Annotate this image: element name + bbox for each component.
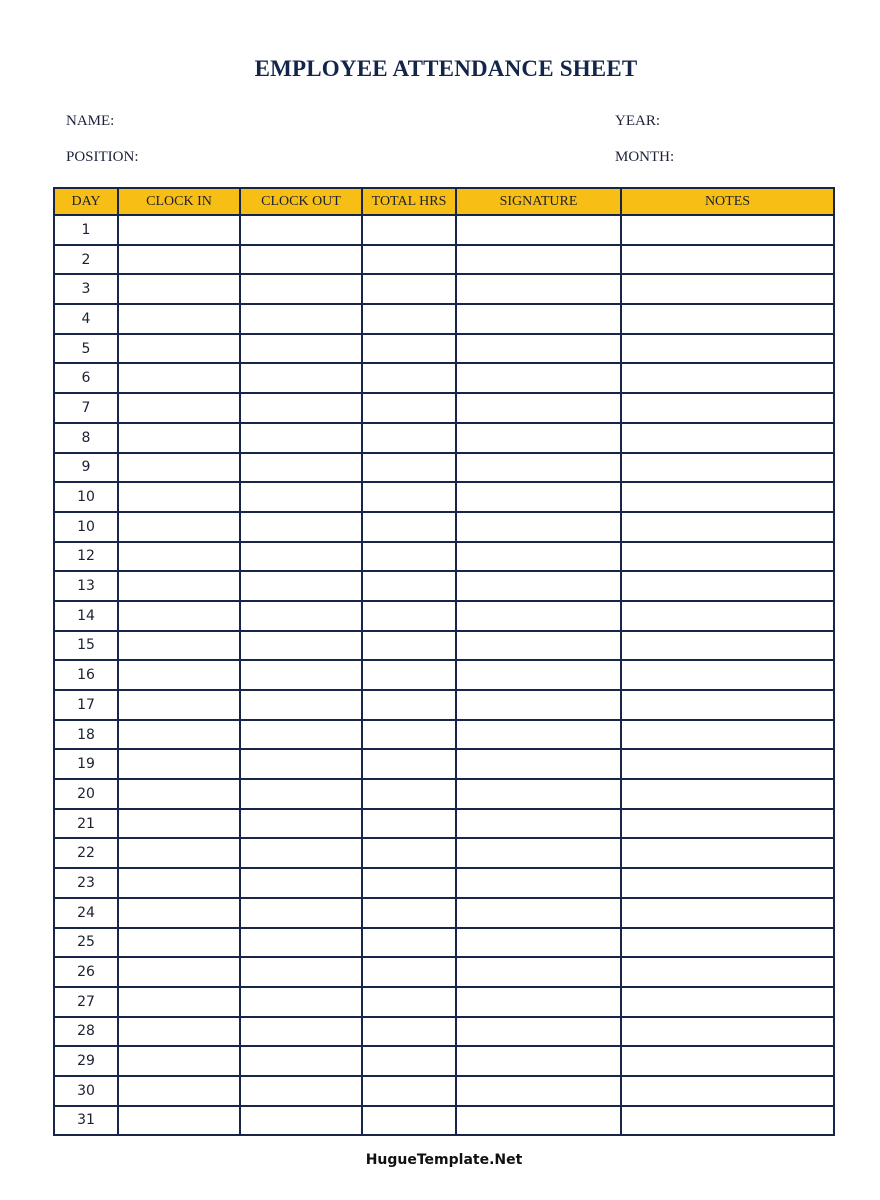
- table-row: [54, 304, 834, 334]
- clock-in-cell[interactable]: [118, 749, 240, 779]
- clock-out-cell[interactable]: [240, 245, 362, 275]
- clock-out-cell[interactable]: [240, 928, 362, 958]
- clock-in-cell[interactable]: [118, 957, 240, 987]
- clock-out-cell[interactable]: [240, 1106, 362, 1136]
- table-row: [54, 274, 834, 304]
- signature-cell[interactable]: [456, 720, 621, 750]
- notes-cell[interactable]: [621, 838, 834, 868]
- notes-cell[interactable]: [621, 542, 834, 572]
- table-row: [54, 512, 834, 542]
- attendance-table: [53, 187, 835, 1136]
- table-row: [54, 631, 834, 661]
- notes-cell[interactable]: [621, 898, 834, 928]
- clock-out-cell[interactable]: [240, 571, 362, 601]
- column-header-day: DAY: [54, 188, 118, 215]
- table-row: [54, 215, 834, 245]
- day-cell: 26: [54, 957, 118, 987]
- signature-cell[interactable]: [456, 1046, 621, 1076]
- notes-cell[interactable]: [621, 393, 834, 423]
- signature-cell[interactable]: [456, 571, 621, 601]
- clock-in-cell[interactable]: [118, 838, 240, 868]
- signature-cell[interactable]: [456, 868, 621, 898]
- clock-in-cell[interactable]: [118, 453, 240, 483]
- clock-out-cell[interactable]: [240, 423, 362, 453]
- table-row: [54, 987, 834, 1017]
- signature-cell[interactable]: [456, 660, 621, 690]
- signature-cell[interactable]: [456, 690, 621, 720]
- table-row: [54, 957, 834, 987]
- signature-cell[interactable]: [456, 987, 621, 1017]
- day-cell: 28: [54, 1017, 118, 1047]
- notes-cell[interactable]: [621, 1106, 834, 1136]
- signature-cell[interactable]: [456, 363, 621, 393]
- notes-cell[interactable]: [621, 631, 834, 661]
- notes-cell[interactable]: [621, 1046, 834, 1076]
- day-cell: 21: [54, 809, 118, 839]
- day-cell: 14: [54, 601, 118, 631]
- notes-cell[interactable]: [621, 720, 834, 750]
- total-hrs-cell[interactable]: [362, 898, 456, 928]
- day-cell: 5: [54, 334, 118, 364]
- clock-in-cell[interactable]: [118, 215, 240, 245]
- signature-cell[interactable]: [456, 749, 621, 779]
- day-cell: 1: [54, 215, 118, 245]
- signature-cell[interactable]: [456, 809, 621, 839]
- day-cell: 12: [54, 542, 118, 572]
- clock-in-cell[interactable]: [118, 690, 240, 720]
- total-hrs-cell[interactable]: [362, 1046, 456, 1076]
- day-cell: 15: [54, 631, 118, 661]
- table-row: [54, 1106, 834, 1136]
- total-hrs-cell[interactable]: [362, 363, 456, 393]
- clock-out-cell[interactable]: [240, 601, 362, 631]
- table-row: [54, 720, 834, 750]
- column-header-signature: SIGNATURE: [456, 188, 621, 215]
- table-row: [54, 809, 834, 839]
- clock-in-cell[interactable]: [118, 571, 240, 601]
- clock-in-cell[interactable]: [118, 809, 240, 839]
- clock-in-cell[interactable]: [118, 1106, 240, 1136]
- total-hrs-cell[interactable]: [362, 660, 456, 690]
- total-hrs-cell[interactable]: [362, 809, 456, 839]
- clock-out-cell[interactable]: [240, 453, 362, 483]
- day-cell: 27: [54, 987, 118, 1017]
- notes-cell[interactable]: [621, 601, 834, 631]
- clock-out-cell[interactable]: [240, 957, 362, 987]
- notes-cell[interactable]: [621, 512, 834, 542]
- notes-cell[interactable]: [621, 987, 834, 1017]
- clock-in-cell[interactable]: [118, 868, 240, 898]
- day-cell: 17: [54, 690, 118, 720]
- table-row: [54, 898, 834, 928]
- notes-cell[interactable]: [621, 660, 834, 690]
- signature-cell[interactable]: [456, 601, 621, 631]
- day-cell: 20: [54, 779, 118, 809]
- total-hrs-cell[interactable]: [362, 393, 456, 423]
- clock-out-cell[interactable]: [240, 1046, 362, 1076]
- clock-in-cell[interactable]: [118, 779, 240, 809]
- clock-in-cell[interactable]: [118, 720, 240, 750]
- clock-in-cell[interactable]: [118, 1046, 240, 1076]
- signature-cell[interactable]: [456, 1076, 621, 1106]
- notes-cell[interactable]: [621, 245, 834, 275]
- total-hrs-cell[interactable]: [362, 868, 456, 898]
- signature-cell[interactable]: [456, 779, 621, 809]
- total-hrs-cell[interactable]: [362, 720, 456, 750]
- clock-in-cell[interactable]: [118, 334, 240, 364]
- total-hrs-cell[interactable]: [362, 542, 456, 572]
- total-hrs-cell[interactable]: [362, 215, 456, 245]
- signature-cell[interactable]: [456, 542, 621, 572]
- table-row: [54, 601, 834, 631]
- table-row: [54, 779, 834, 809]
- clock-in-cell[interactable]: [118, 423, 240, 453]
- clock-in-cell[interactable]: [118, 987, 240, 1017]
- clock-in-cell[interactable]: [118, 245, 240, 275]
- clock-in-cell[interactable]: [118, 274, 240, 304]
- clock-in-cell[interactable]: [118, 1017, 240, 1047]
- table-row: [54, 660, 834, 690]
- signature-cell[interactable]: [456, 1106, 621, 1136]
- clock-out-cell[interactable]: [240, 542, 362, 572]
- day-cell: 6: [54, 363, 118, 393]
- clock-out-cell[interactable]: [240, 838, 362, 868]
- signature-cell[interactable]: [456, 393, 621, 423]
- notes-cell[interactable]: [621, 423, 834, 453]
- clock-out-cell[interactable]: [240, 868, 362, 898]
- notes-cell[interactable]: [621, 779, 834, 809]
- total-hrs-cell[interactable]: [362, 512, 456, 542]
- day-cell: 18: [54, 720, 118, 750]
- column-header-clock-in: CLOCK IN: [118, 188, 240, 215]
- notes-cell[interactable]: [621, 571, 834, 601]
- total-hrs-cell[interactable]: [362, 601, 456, 631]
- clock-in-cell[interactable]: [118, 660, 240, 690]
- total-hrs-cell[interactable]: [362, 453, 456, 483]
- total-hrs-cell[interactable]: [362, 690, 456, 720]
- clock-out-cell[interactable]: [240, 215, 362, 245]
- clock-out-cell[interactable]: [240, 809, 362, 839]
- table-row: [54, 571, 834, 601]
- signature-cell[interactable]: [456, 957, 621, 987]
- total-hrs-cell[interactable]: [362, 334, 456, 364]
- day-cell: 10: [54, 512, 118, 542]
- table-row: [54, 1076, 834, 1106]
- day-cell: 29: [54, 1046, 118, 1076]
- column-header-notes: NOTES: [621, 188, 834, 215]
- day-cell: 2: [54, 245, 118, 275]
- clock-out-cell[interactable]: [240, 779, 362, 809]
- clock-in-cell[interactable]: [118, 542, 240, 572]
- table-header-row: [54, 188, 834, 215]
- signature-cell[interactable]: [456, 423, 621, 453]
- clock-out-cell[interactable]: [240, 690, 362, 720]
- day-cell: 24: [54, 898, 118, 928]
- clock-in-cell[interactable]: [118, 482, 240, 512]
- total-hrs-cell[interactable]: [362, 1106, 456, 1136]
- total-hrs-cell[interactable]: [362, 482, 456, 512]
- clock-out-cell[interactable]: [240, 898, 362, 928]
- footer-watermark: HugueTemplate.Net: [365, 1152, 523, 1168]
- signature-cell[interactable]: [456, 838, 621, 868]
- clock-in-cell[interactable]: [118, 304, 240, 334]
- day-cell: 30: [54, 1076, 118, 1106]
- clock-in-cell[interactable]: [118, 601, 240, 631]
- signature-cell[interactable]: [456, 482, 621, 512]
- table-row: [54, 928, 834, 958]
- notes-cell[interactable]: [621, 215, 834, 245]
- signature-cell[interactable]: [456, 304, 621, 334]
- total-hrs-cell[interactable]: [362, 838, 456, 868]
- clock-out-cell[interactable]: [240, 512, 362, 542]
- total-hrs-cell[interactable]: [362, 304, 456, 334]
- clock-out-cell[interactable]: [240, 660, 362, 690]
- notes-cell[interactable]: [621, 453, 834, 483]
- clock-out-cell[interactable]: [240, 482, 362, 512]
- day-cell: 9: [54, 453, 118, 483]
- total-hrs-cell[interactable]: [362, 779, 456, 809]
- signature-cell[interactable]: [456, 334, 621, 364]
- column-header-total-hrs: TOTAL HRS: [362, 188, 456, 215]
- position-field-label: POSITION:: [66, 149, 139, 165]
- page-title: EMPLOYEE ATTENDANCE SHEET: [254, 56, 638, 81]
- notes-cell[interactable]: [621, 809, 834, 839]
- table-row: [54, 1017, 834, 1047]
- notes-cell[interactable]: [621, 334, 834, 364]
- day-cell: 23: [54, 868, 118, 898]
- total-hrs-cell[interactable]: [362, 1076, 456, 1106]
- year-field-label: YEAR:: [615, 113, 660, 129]
- signature-cell[interactable]: [456, 898, 621, 928]
- notes-cell[interactable]: [621, 274, 834, 304]
- day-cell: 25: [54, 928, 118, 958]
- clock-out-cell[interactable]: [240, 393, 362, 423]
- notes-cell[interactable]: [621, 868, 834, 898]
- table-row: [54, 1046, 834, 1076]
- clock-out-cell[interactable]: [240, 720, 362, 750]
- table-row: [54, 542, 834, 572]
- signature-cell[interactable]: [456, 215, 621, 245]
- day-cell: 19: [54, 749, 118, 779]
- clock-out-cell[interactable]: [240, 1017, 362, 1047]
- table-row: [54, 334, 834, 364]
- notes-cell[interactable]: [621, 957, 834, 987]
- day-cell: 10: [54, 482, 118, 512]
- notes-cell[interactable]: [621, 363, 834, 393]
- notes-cell[interactable]: [621, 482, 834, 512]
- notes-cell[interactable]: [621, 304, 834, 334]
- table-row: [54, 453, 834, 483]
- notes-cell[interactable]: [621, 690, 834, 720]
- day-cell: 7: [54, 393, 118, 423]
- signature-cell[interactable]: [456, 274, 621, 304]
- clock-in-cell[interactable]: [118, 393, 240, 423]
- month-field-label: MONTH:: [615, 149, 675, 165]
- clock-out-cell[interactable]: [240, 1076, 362, 1106]
- signature-cell[interactable]: [456, 631, 621, 661]
- day-cell: 22: [54, 838, 118, 868]
- clock-in-cell[interactable]: [118, 512, 240, 542]
- clock-out-cell[interactable]: [240, 274, 362, 304]
- table-row: [54, 868, 834, 898]
- clock-in-cell[interactable]: [118, 631, 240, 661]
- clock-out-cell[interactable]: [240, 334, 362, 364]
- column-header-clock-out: CLOCK OUT: [240, 188, 362, 215]
- total-hrs-cell[interactable]: [362, 749, 456, 779]
- notes-cell[interactable]: [621, 749, 834, 779]
- clock-in-cell[interactable]: [118, 928, 240, 958]
- signature-cell[interactable]: [456, 453, 621, 483]
- notes-cell[interactable]: [621, 928, 834, 958]
- signature-cell[interactable]: [456, 245, 621, 275]
- total-hrs-cell[interactable]: [362, 1017, 456, 1047]
- clock-in-cell[interactable]: [118, 898, 240, 928]
- total-hrs-cell[interactable]: [362, 957, 456, 987]
- total-hrs-cell[interactable]: [362, 274, 456, 304]
- clock-in-cell[interactable]: [118, 1076, 240, 1106]
- table-row: [54, 749, 834, 779]
- table-row: [54, 363, 834, 393]
- clock-in-cell[interactable]: [118, 363, 240, 393]
- total-hrs-cell[interactable]: [362, 245, 456, 275]
- table-row: [54, 393, 834, 423]
- clock-out-cell[interactable]: [240, 749, 362, 779]
- clock-out-cell[interactable]: [240, 363, 362, 393]
- table-row: [54, 482, 834, 512]
- day-cell: 8: [54, 423, 118, 453]
- signature-cell[interactable]: [456, 928, 621, 958]
- table-row: [54, 245, 834, 275]
- total-hrs-cell[interactable]: [362, 987, 456, 1017]
- table-row: [54, 423, 834, 453]
- total-hrs-cell[interactable]: [362, 631, 456, 661]
- table-row: [54, 690, 834, 720]
- signature-cell[interactable]: [456, 512, 621, 542]
- clock-out-cell[interactable]: [240, 631, 362, 661]
- day-cell: 16: [54, 660, 118, 690]
- signature-cell[interactable]: [456, 1017, 621, 1047]
- day-cell: 3: [54, 274, 118, 304]
- clock-out-cell[interactable]: [240, 304, 362, 334]
- total-hrs-cell[interactable]: [362, 423, 456, 453]
- day-cell: 13: [54, 571, 118, 601]
- notes-cell[interactable]: [621, 1076, 834, 1106]
- total-hrs-cell[interactable]: [362, 571, 456, 601]
- table-row: [54, 838, 834, 868]
- total-hrs-cell[interactable]: [362, 928, 456, 958]
- day-cell: 4: [54, 304, 118, 334]
- clock-out-cell[interactable]: [240, 987, 362, 1017]
- name-field-label: NAME:: [66, 113, 115, 129]
- day-cell: 31: [54, 1106, 118, 1136]
- notes-cell[interactable]: [621, 1017, 834, 1047]
